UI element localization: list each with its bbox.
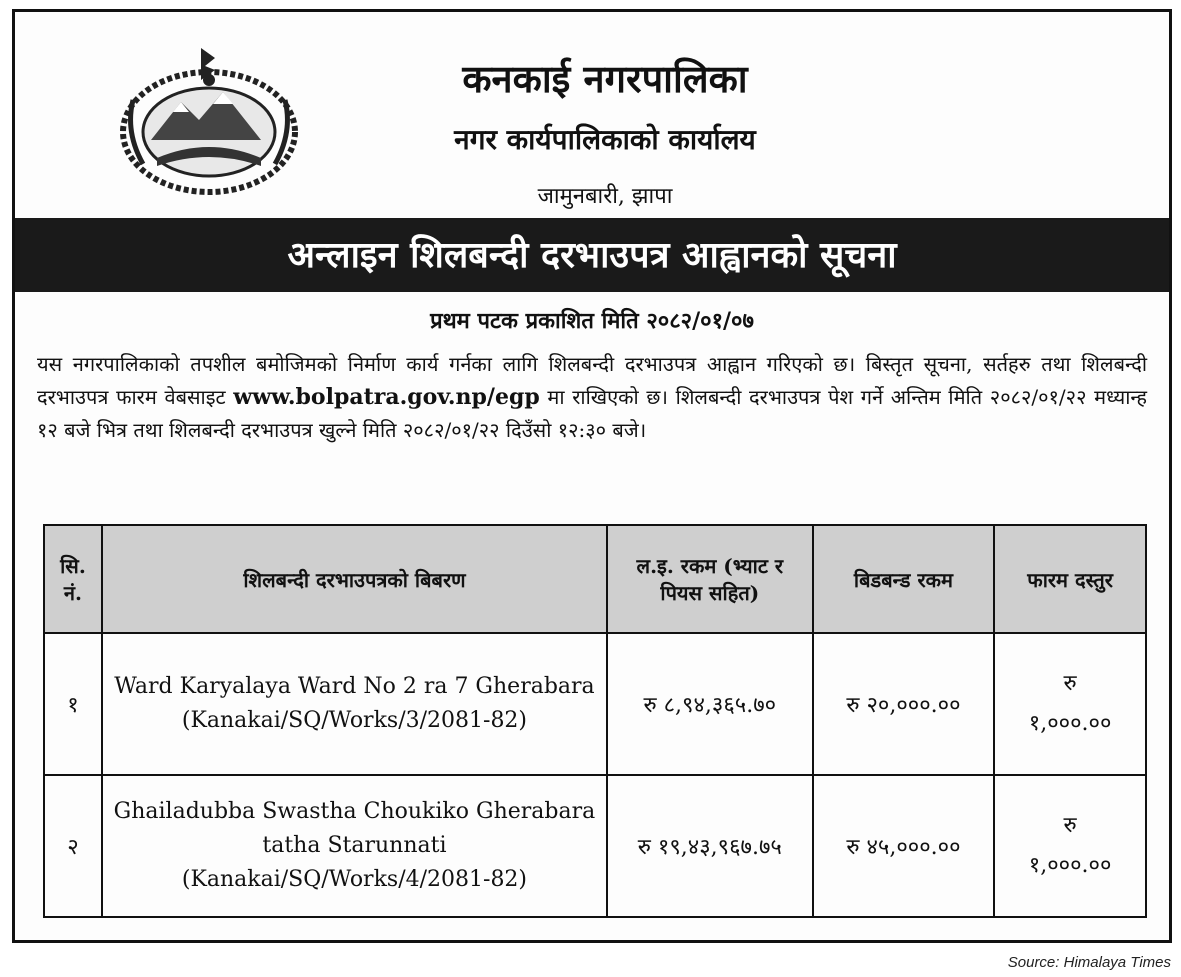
fee-currency: रु	[1063, 671, 1077, 696]
row-cost-estimate: रु ८,९४,३६५.७०	[607, 633, 813, 775]
notice-title-banner: अन्लाइन शिलबन्दी दरभाउपत्र आह्वानको सूचना	[15, 218, 1169, 292]
office-location: जामुनबारी, झापा	[537, 184, 673, 209]
notice-body-part2: मा राखिएको छ। शिलबन्दी दरभाउपत्र पेश गर्ने अन्तिम मिति २०८२/०१/२२ मध्यान्ह १२ बजे भित्र तथा शिलबन्दी दरभाउपत्र खुल्ने मिति २०८२/०१/२२ दिउँसो १२:३० बजे।	[37, 385, 1147, 442]
row-bid-bond: रु २०,०००.००	[813, 633, 995, 775]
fee-currency: रु	[1063, 813, 1077, 838]
row-sn: १	[44, 633, 102, 775]
row-bid-bond: रु ४५,०००.००	[813, 775, 995, 917]
table-row	[44, 633, 1146, 775]
row-sn: २	[44, 775, 102, 917]
publication-date: प्रथम पटक प्रकाशित मिति २०८२/०१/०७	[430, 308, 754, 334]
tender-table	[43, 524, 1147, 918]
notice-body-part1: यस नगरपालिकाको तपशील बमोजिमको निर्माण कार्य गर्नका लागि शिलबन्दी दरभाउपत्र आह्वान गरिएको छ। बिस्तृत सूचना, सर्तहरु तथा शिलबन्दी दरभाउपत्र फारम वेबसाइट	[37, 352, 1147, 409]
header-sn: सि. नं.	[44, 525, 102, 633]
table-row	[44, 775, 1146, 917]
row-cost-estimate: रु १९,४३,९६७.७५	[607, 775, 813, 917]
table-header-row	[44, 525, 1146, 633]
row-form-fee	[994, 633, 1146, 775]
fee-amount: १,०००.००	[1028, 853, 1112, 878]
row-form-fee	[994, 775, 1146, 917]
website-link[interactable]: www.bolpatra.gov.np/egp	[233, 384, 540, 410]
org-name: कनकाई नगरपालिका	[462, 56, 748, 101]
row-description: Ghailadubba Swastha Choukiko Gherabara tatha Starunnati (Kanakai/SQ/Works/4/2081-82)	[102, 775, 607, 917]
office-name: नगर कार्यपालिकाको कार्यालय	[454, 123, 756, 156]
notice-frame	[12, 9, 1172, 943]
header-description: शिलबन्दी दरभाउपत्रको बिबरण	[102, 525, 607, 633]
header-form-fee: फारम दस्तुर	[994, 525, 1146, 633]
notice-body	[37, 348, 1147, 447]
source-credit: Source: Himalaya Times	[1007, 954, 1171, 971]
header-cost-estimate: ल.इ. रकम (भ्याट र पियस सहित)	[607, 525, 813, 633]
nepal-emblem-icon	[111, 40, 307, 200]
row-description: Ward Karyalaya Ward No 2 ra 7 Gherabara (Kanakai/SQ/Works/3/2081-82)	[102, 633, 607, 775]
fee-amount: १,०००.००	[1028, 711, 1112, 736]
header-bid-bond: बिडबन्ड रकम	[813, 525, 995, 633]
